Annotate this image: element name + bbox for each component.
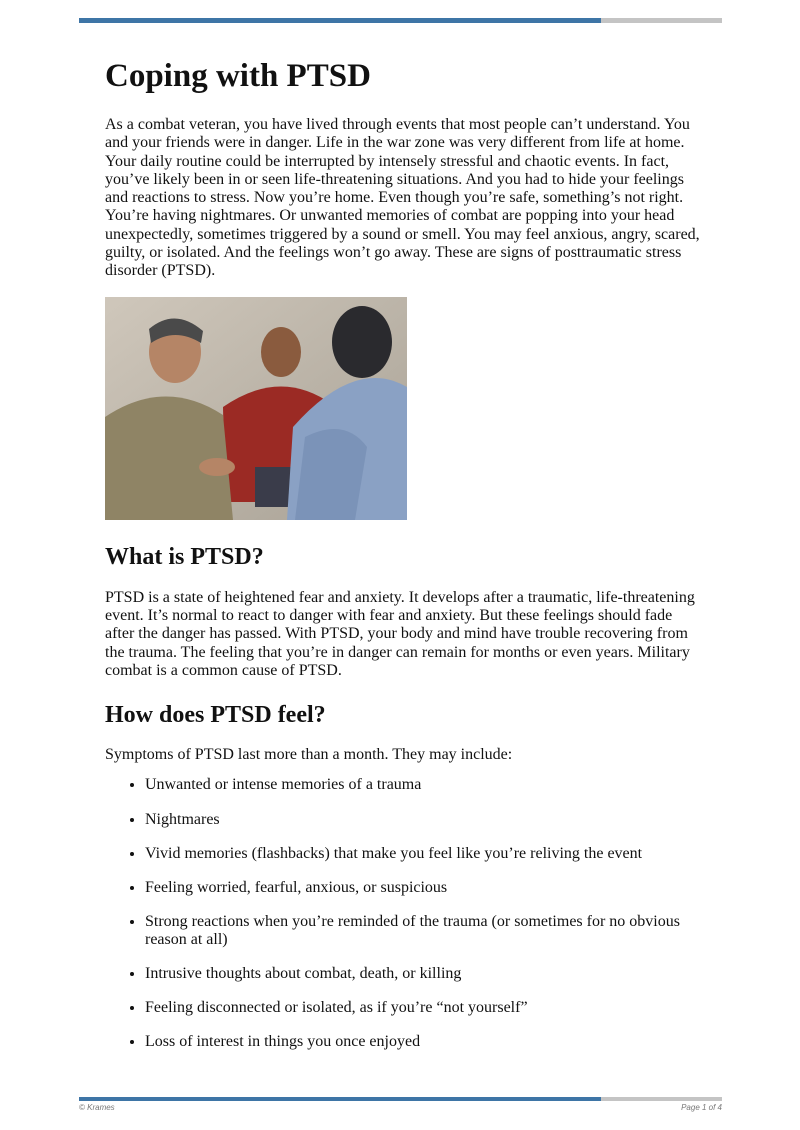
document-body [105, 56, 700, 1068]
intro-paragraph: As a combat veteran, you have lived through events that most people can’t understand. You and your friends were in danger. Life in the war zone was very different from life at home. Your daily routine could be interrupted by intensely stressful and chaotic events. In fact, you’ve likely been in or seen life-threatening situations. And you had to hide your feelings and reactions to stress. Now you’re home. Even though you’re safe, something’s not right. You’re having nightmares. Or unwanted memories of combat are popping into your head unexpectedly, sometimes triggered by a sound or smell. You may feel anxious, angry, scared, guilty, or isolated. And the feelings won’t go away. These are signs of posttraumatic stress disorder (PTSD). [105, 116, 700, 280]
page-title: Coping with PTSD [105, 58, 371, 94]
list-item: • Loss of interest in things you once enjoyed [145, 1033, 700, 1051]
footer-rule [79, 1097, 722, 1101]
list-item: • Vivid memories (flashbacks) that make you feel like you’re reliving the event [145, 845, 700, 863]
section-paragraph-how-does-ptsd-feel: Symptoms of PTSD last more than a month. They may include: [105, 746, 513, 764]
section-heading-how-does-ptsd-feel: How does PTSD feel? [105, 702, 326, 729]
list-item: • Feeling worried, fearful, anxious, or suspicious [145, 879, 700, 897]
list-item: • Unwanted or intense memories of a trauma [145, 776, 700, 794]
header-rule [79, 18, 722, 23]
footer-rule-grey [601, 1097, 722, 1101]
footer-rule-blue [79, 1097, 601, 1101]
header-rule-blue [79, 18, 601, 23]
section-paragraph-what-is-ptsd: PTSD is a state of heightened fear and anxiety. It develops after a traumatic, life-threatening event. It’s normal to react to danger with fear and anxiety. But these feelings should fade after the danger has passed. With PTSD, your body and mind have trouble recovering from the trauma. The feeling that you’re in danger can remain for months or even years. Military combat is a common cause of PTSD. [105, 588, 695, 679]
list-item: • Feeling disconnected or isolated, as if you’re “not yourself” [145, 999, 700, 1017]
list-item: • Intrusive thoughts about combat, death, or killing [145, 965, 700, 983]
list-item: • Nightmares [145, 811, 700, 829]
header-rule-grey [601, 18, 722, 23]
footer-page-number: Page 1 of 4 [681, 1103, 722, 1112]
veterans-conversation-photo [105, 297, 407, 520]
section-heading-what-is-ptsd: What is PTSD? [105, 543, 264, 570]
footer-copyright: © Krames [79, 1103, 115, 1112]
list-item: • Strong reactions when you’re reminded of the trauma (or sometimes for no obvious reason at all) [145, 913, 700, 950]
symptom-list [105, 776, 700, 1051]
